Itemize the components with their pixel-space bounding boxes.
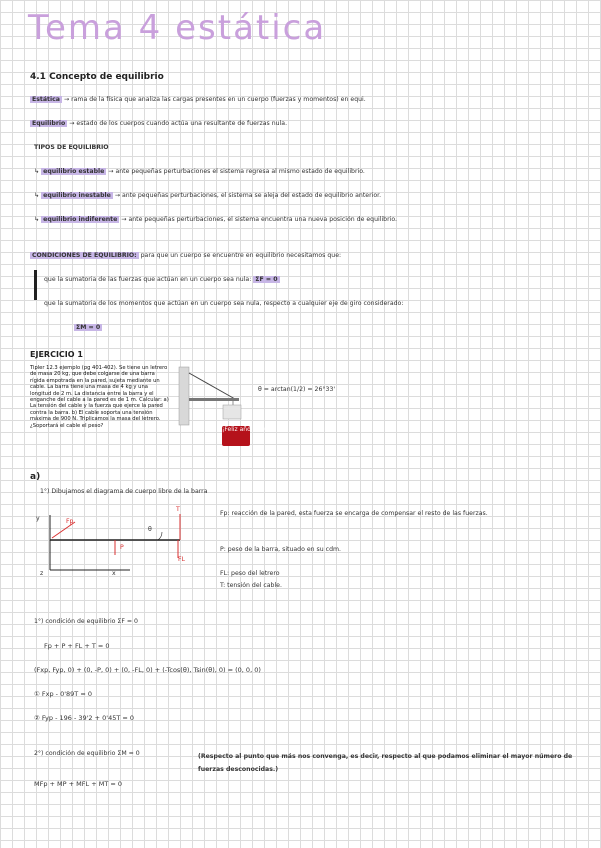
cond2-formula: ΣM = 0 <box>76 324 101 331</box>
ejercicio-heading: EJERCICIO 1 <box>30 350 83 359</box>
cond1-text: que la sumatoria de las fuerzas que actúan en un cuerpo sea nula: <box>44 276 252 283</box>
condiciones-line <box>30 252 341 259</box>
step3-text: 2°) condición de equilibrio ΣM = 0 <box>34 750 140 757</box>
legend-t: T: tensión del cable. <box>220 582 282 589</box>
fl-label: FL <box>178 556 186 563</box>
tipo-term: equilibrio indiferente <box>43 216 118 223</box>
tipo-item: ↳ equilibrio inestable → ante pequeñas perturbaciones, el sistema se aleja del estado de equilibrio anterior. <box>34 192 382 199</box>
def-equilibrio <box>30 120 287 127</box>
cond2-text: que la sumatoria de los momentos que actúan en un cuerpo sea nula, respecto a cualquier eje de giro considerado: <box>44 300 404 307</box>
step2-text: 1°) condición de equilibrio ΣF = 0 <box>34 618 138 625</box>
equation-4: ② Fyp - 196 - 39'2 + 0'45T = 0 <box>34 714 135 722</box>
legend-fp: Fp: reacción de la pared, esta fuerza se encarga de compensar el resto de las fuerzas. <box>220 510 488 517</box>
condition-bracket <box>34 270 37 300</box>
tipo-item: ↳ equilibrio estable → ante pequeñas perturbaciones el sistema regresa al mismo estado de equilibrio. <box>34 168 365 175</box>
tipo-term: equilibrio estable <box>43 168 105 175</box>
problem-statement: Tipler 12.3 ejemplo (pg 401-402). Se tiene un letrero de masa 20 kg, que debe colgarse de una barra rígida empotrada en la pared, sujeta mediante un cable. La barra tiene una masa de 4 kg y una longitud de 2 m. La distancia entre la barra y el enganche del cable a la pared es de 1 m. Calcular: a) La tensión del cable y la fuerza que ejerce la pared contra la barra. b) El cable soporta una tensión máxima de 900 N. Triplicamos la masa del letrero. ¿Soportará el cable el peso? <box>30 365 169 429</box>
term-estatica: Estática <box>32 96 60 103</box>
page-title: Tema 4 estática <box>28 8 327 48</box>
tipo-text: → ante pequeñas perturbaciones, el sistema encuentra una nueva posición de equilibrio. <box>121 216 397 223</box>
part-a-label: a) <box>30 472 41 482</box>
tipo-text: → ante pequeñas perturbaciones, el sistema se aleja del estado de equilibrio anterior. <box>114 192 382 199</box>
p-label: P <box>120 544 124 551</box>
theta-label: θ <box>148 526 152 533</box>
free-body-diagram-svg <box>30 500 220 585</box>
equation-2: (Fxp, Fyp, 0) + (0, -P, 0) + (0, -FL, 0) + (-Tcos(θ), Tsin(θ), 0) = (0, 0, 0) <box>34 666 261 674</box>
legend-p: P: peso de la barra, situado en su cdm. <box>220 546 341 553</box>
def-estatica-text: → rama de la física que analiza las cargas presentes en un cuerpo (fuerzas y momentos) en equi. <box>63 96 366 103</box>
sticker <box>222 426 271 446</box>
equation-1: Fp + P + FL + T = 0 <box>44 642 110 650</box>
cond1-line <box>44 276 280 283</box>
legend-fl: FL: peso del letrero <box>220 570 280 577</box>
wall-sign-figure <box>175 365 245 427</box>
tipos-heading: TIPOS DE EQUILIBRIO <box>34 144 109 151</box>
step3-note: (Respecto al punto que más nos convenga, es decir, respecto al que podamos eliminar el mayor número de fuerzas desconocidas.) <box>198 753 573 773</box>
cond2-line <box>44 300 403 307</box>
equation-3: ① Fxp - 0'89T = 0 <box>34 690 92 698</box>
axis-y-label: y <box>36 515 40 522</box>
tipo-term: equilibrio inestable <box>43 192 111 199</box>
term-equilibrio: Equilibrio <box>32 120 66 127</box>
def-estatica <box>30 96 366 103</box>
section-heading: 4.1 Concepto de equilibrio <box>30 72 164 82</box>
free-body-diagram <box>30 500 220 585</box>
sticker-text: ¡Feliz año 2026! <box>222 426 271 433</box>
theta-equation: θ = arctan(1/2) = 26°33' <box>258 386 336 393</box>
step1-text: 1°) Dibujamos el diagrama de cuerpo libre de la barra <box>40 488 208 495</box>
cond1-formula: ΣF = 0 <box>255 276 278 283</box>
condiciones-term: CONDICIONES DE EQUILIBRIO: <box>32 252 137 259</box>
equation-5: MFp + MP + MFL + MT = 0 <box>34 780 122 788</box>
axis-x-label: x <box>112 570 116 577</box>
axis-z-label: z <box>40 570 44 577</box>
condiciones-text: para que un cuerpo se encuentre en equilibrio necesitamos que: <box>140 252 342 259</box>
step3-line <box>34 750 140 757</box>
tipo-item: ↳ equilibrio indiferente → ante pequeñas perturbaciones, el sistema encuentra una nueva posición de equilibrio. <box>34 216 397 223</box>
tipo-text: → ante pequeñas perturbaciones el sistema regresa al mismo estado de equilibrio. <box>108 168 365 175</box>
t-label: T <box>176 506 180 513</box>
def-equilibrio-text: → estado de los cuerpos cuando actúa una resultante de fuerzas nula. <box>69 120 288 127</box>
problem-figure <box>175 365 245 427</box>
fp-label: Fp <box>66 518 74 525</box>
